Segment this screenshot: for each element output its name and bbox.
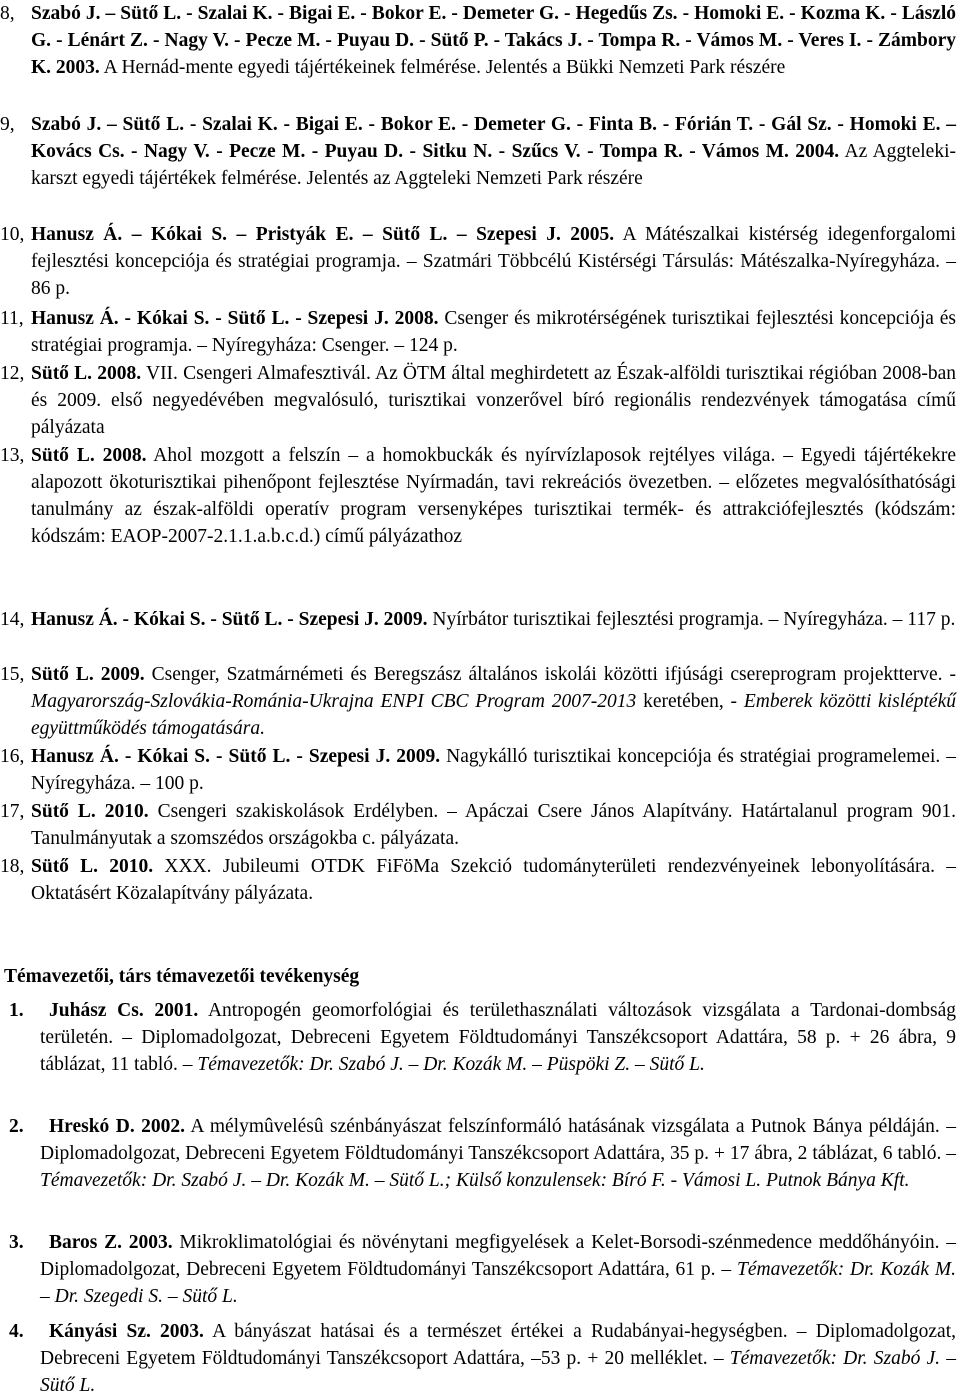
entry-text: XXX. Jubileumi OTDK FiFöMa Szekció tudományterületi rendezvényeinek lebonyolítására. – Oktatásért Közalapítvány pályázata. [31, 856, 956, 904]
publication-entry-2 [0, 111, 956, 192]
entry-text: Nyírbátor turisztikai fejlesztési programja. – Nyíregyháza. – 117 p. [427, 609, 956, 630]
entry-italic-text: Emberek közötti kisléptékű együttműködés támogatására. [31, 691, 956, 739]
entry-authors: Kányási Sz. 2003. [49, 1321, 204, 1342]
entry-text: Csenger, Szatmárnémeti és Beregszász általános iskolái közötti ifjúsági csereprogram projektterve. - [144, 664, 956, 685]
entry-italic-text: Témavezetők: Dr. Szabó J. – Dr. Kozák M. – Püspöki Z. – Sütő L. [197, 1054, 705, 1075]
entry-number: 18, [0, 856, 25, 877]
entry-authors: Hanusz Á. - Kókai S. - Sütő L. - Szepesi J. 2009. [31, 609, 428, 630]
publication-entry-4 [0, 305, 956, 359]
entry-number: 1. [9, 1000, 24, 1021]
publication-entry-5 [0, 360, 956, 441]
entry-text: A bányászat hatásai és a természet értékei a Rudabányai-hegységben. – Diplomadolgozat, Debreceni Egyetem Földtudományi Tanszékcsoport Adattára, –53 p. + 20 melléklet. – [40, 1321, 956, 1369]
entry-italic-text: Témavezetők: Dr. Szabó J. – Dr. Kozák M. – Sütő L.; Külső konzulensek: Bíró F. - Vámosi L. Putnok Bánya Kft. [40, 1170, 910, 1191]
entry-number: 16, [0, 746, 25, 767]
entry-authors: Juhász Cs. 2001. [49, 1000, 199, 1021]
supervision-entry-1 [0, 997, 956, 1078]
entry-number: 12, [0, 363, 25, 384]
entry-number: 9, [0, 114, 15, 135]
entry-text: Nagykálló turisztikai koncepciója és stratégiai programelemei. – Nyíregyháza. – 100 p. [31, 746, 957, 794]
entry-number: 13, [0, 445, 25, 466]
entry-number: 8, [0, 3, 15, 24]
entry-text: Csengeri szakiskolások Erdélyben. – Apáczai Csere János Alapítvány. Határtalanul program 901. Tanulmányutak a szomszédos országokba c. pályázata. [31, 801, 956, 849]
entry-text: Csenger és mikrotérségének turisztikai fejlesztési koncepciója és stratégiai programja. – Nyíregyháza: Csenger. – 124 p. [31, 308, 957, 356]
entry-text: VII. Csengeri Almafesztivál. Az ÖTM által meghirdetett az Észak-alföldi turisztikai régióban 2008-ban és 2009. első negyedévében megvalósuló, turisztikai vonzerővel bíró regionális rendezvények támogatása című pályázata [31, 363, 956, 438]
entry-authors: Szabó J. – Sütő L. - Szalai K. - Bigai E. - Bokor E. - Demeter G. - Finta B. - Fórián T. - Gál Sz. - Homoki E. –Kovács Cs. - Nagy V. - Pecze M. - Puyau D. - Sitku N. - Szűcs V. - Tompa R. - Vámos M. 2004. [31, 114, 956, 162]
entry-number: 10, [0, 224, 25, 245]
entry-authors: Hreskó D. 2002. [49, 1116, 186, 1137]
publication-entry-3 [0, 221, 956, 302]
entry-text: Ahol mozgott a felszín – a homokbuckák és nyírvízlaposok rejtélyes világa. – Egyedi tájértékekre alapozott ökoturisztikai pihenőpont fejlesztése Nyírmadán, tavi rekreációs övezetben. – előzetes megvalósíthatósági tanulmány az észak-alföldi operatív program versenyképes turisztikai termék- és attrakciófejlesztés (kódszám: kódszám: EAOP-2007-2.1.1.a.b.c.d.) című pályázathoz [31, 445, 956, 547]
entry-number: 3. [9, 1232, 24, 1253]
entry-text: Mikroklimatológiai és növénytani megfigyelések a Kelet-Borsodi-szénmedence meddőhányóin. – Diplomadolgozat, Debreceni Egyetem Földtudományi Tanszékcsoport Adattára, 61 p. – [40, 1232, 956, 1280]
entry-text: Antropogén geomorfológiai és területhasználati változások vizsgálata a Tardonai-dombság területén. – Diplomadolgozat, Debreceni Egyetem Földtudományi Tanszékcsoport Adattára, 58 p. + 26 ábra, 9 táblázat, 11 tabló. – [40, 1000, 956, 1075]
entry-number: 17, [0, 801, 25, 822]
publication-entry-8 [0, 661, 956, 742]
entry-authors: Sütő L. 2010. [31, 801, 149, 822]
entry-authors: Sütő L. 2009. [31, 664, 145, 685]
section-heading-supervision: Témavezetői, társ témavezetői tevékenység [4, 966, 360, 987]
entry-authors: Hanusz Á. - Kókai S. - Sütő L. - Szepesi J. 2009. [31, 746, 441, 767]
entry-text: A Mátészalkai kistérség idegenforgalomi fejlesztési koncepciója és stratégiai programja. – Szatmári Többcélú Kistérségi Társulás: Mátészalka-Nyíregyháza. – 86 p. [31, 224, 956, 299]
publication-entry-1 [0, 0, 956, 81]
entry-number: 14, [0, 609, 25, 630]
entry-italic-text: Témavezetők: Dr. Kozák M. – Dr. Szegedi S. – Sütő L. [40, 1259, 956, 1307]
supervision-entry-4 [0, 1318, 956, 1399]
entry-number: 15, [0, 664, 25, 685]
supervision-entry-2 [0, 1113, 956, 1194]
entry-text: A Hernád-mente egyedi tájértékeinek felmérése. Jelentés a Bükki Nemzeti Park részére [99, 57, 786, 78]
entry-number: 11, [0, 308, 24, 329]
entry-authors: Hanusz Á. - Kókai S. - Sütő L. - Szepesi J. 2008. [31, 308, 439, 329]
entry-authors: Sütő L. 2008. [31, 363, 142, 384]
entry-authors: Baros Z. 2003. [49, 1232, 173, 1253]
entry-number: 2. [9, 1116, 24, 1137]
entry-text: Az Aggteleki-karszt egyedi tájértékek felmérése. Jelentés az Aggteleki Nemzeti Park részére [31, 141, 956, 189]
publication-entry-6 [0, 442, 956, 550]
entry-authors: Sütő L. 2008. [31, 445, 147, 466]
entry-number: 4. [9, 1321, 24, 1342]
entry-italic-text: Témavezetők: Dr. Szabó J. – Sütő L. [40, 1348, 956, 1396]
entry-italic-text: Magyarország-Szlovákia-Románia-Ukrajna ENPI CBC Program 2007-2013 [31, 691, 637, 712]
entry-authors: Hanusz Á. – Kókai S. – Pristyák E. – Sütő L. – Szepesi J. 2005. [31, 224, 615, 245]
entry-authors: Szabó J. – Sütő L. - Szalai K. - Bigai E. - Bokor E. - Demeter G. - Hegedűs Zs. - Homoki E. - Kozma K. - László G. - Lénárt Z. - Nagy V. - Pecze M. - Puyau D. - Sütő P. - Takács J. - Tompa R. - Vámos M. - Veres I. - Zámbory K. 2003. [31, 3, 956, 78]
entry-text: keretében, - [636, 691, 744, 712]
publication-entry-7 [0, 606, 956, 633]
publication-entry-10 [0, 798, 956, 852]
publication-entry-9 [0, 743, 956, 797]
entry-text: A mélymûvelésû szénbányászat felszínformáló hatásának vizsgálata a Putnok Bánya példáján. – Diplomadolgozat, Debreceni Egyetem Földtudományi Tanszékcsoport Adattára, 35 p. + 17 ábra, 2 táblázat, 6 tabló. – [40, 1116, 956, 1164]
entry-authors: Sütő L. 2010. [31, 856, 154, 877]
supervision-entry-3 [0, 1229, 956, 1310]
publication-entry-11 [0, 853, 956, 907]
